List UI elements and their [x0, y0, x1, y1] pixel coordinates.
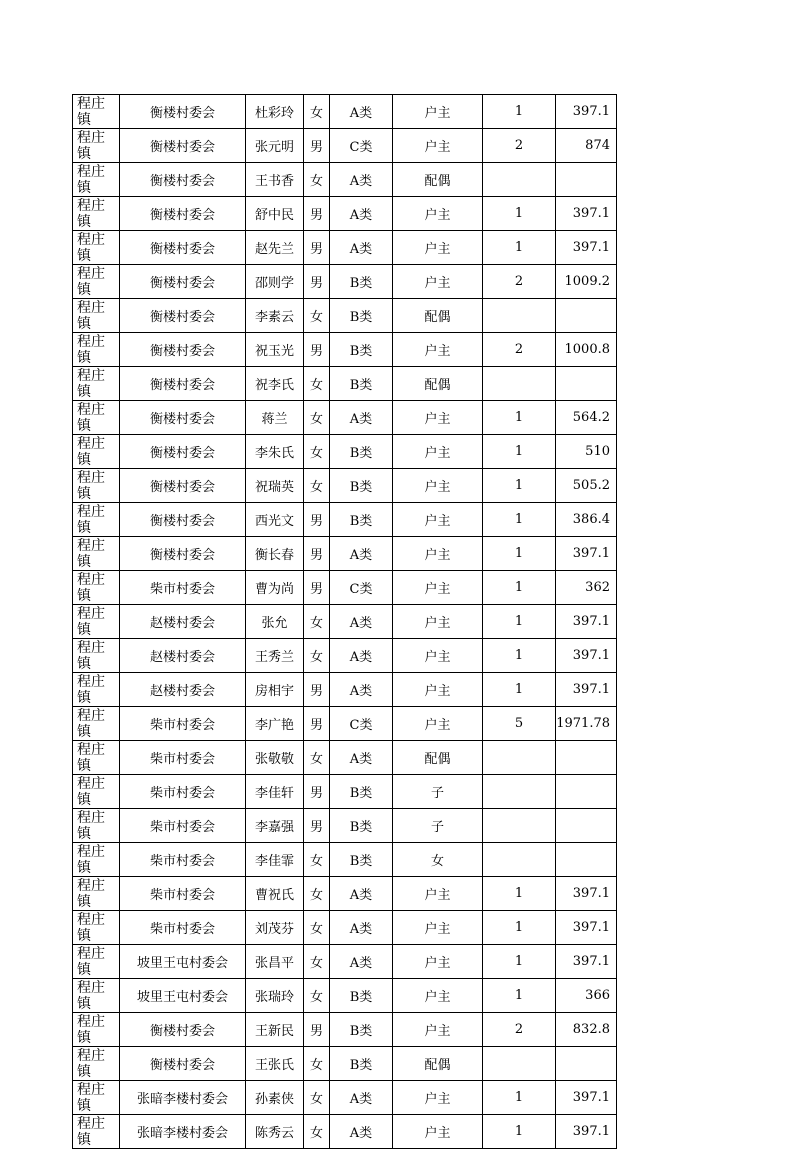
town-cell: 程庄镇 — [73, 707, 120, 741]
gender-cell: 男 — [304, 809, 330, 843]
name-cell: 李朱氏 — [246, 435, 304, 469]
household-count-cell: 1 — [483, 231, 556, 265]
relation-cell: 户主 — [393, 265, 483, 299]
category-cell: B类 — [330, 843, 393, 877]
amount-cell: 1971.78 — [556, 707, 617, 741]
category-cell: B类 — [330, 265, 393, 299]
town-cell: 程庄镇 — [73, 1013, 120, 1047]
name-cell: 刘茂芬 — [246, 911, 304, 945]
category-cell: A类 — [330, 673, 393, 707]
town-cell: 程庄镇 — [73, 231, 120, 265]
village-cell: 衡楼村委会 — [120, 469, 246, 503]
amount-cell: 397.1 — [556, 911, 617, 945]
town-cell: 程庄镇 — [73, 367, 120, 401]
category-cell: B类 — [330, 775, 393, 809]
gender-cell: 男 — [304, 265, 330, 299]
name-cell: 西光文 — [246, 503, 304, 537]
category-cell: A类 — [330, 639, 393, 673]
household-count-cell: 1 — [483, 571, 556, 605]
category-cell: A类 — [330, 197, 393, 231]
table-row — [73, 605, 617, 639]
relation-cell: 户主 — [393, 333, 483, 367]
town-cell: 程庄镇 — [73, 945, 120, 979]
village-cell: 衡楼村委会 — [120, 1047, 246, 1081]
amount-cell: 397.1 — [556, 673, 617, 707]
town-cell: 程庄镇 — [73, 129, 120, 163]
gender-cell: 男 — [304, 673, 330, 707]
relation-cell: 配偶 — [393, 163, 483, 197]
village-cell: 赵楼村委会 — [120, 673, 246, 707]
table-row — [73, 231, 617, 265]
town-cell: 程庄镇 — [73, 537, 120, 571]
table-row — [73, 537, 617, 571]
village-cell: 坡里王屯村委会 — [120, 945, 246, 979]
village-cell: 坡里王屯村委会 — [120, 979, 246, 1013]
category-cell: B类 — [330, 503, 393, 537]
household-count-cell — [483, 299, 556, 333]
name-cell: 李广艳 — [246, 707, 304, 741]
name-cell: 李素云 — [246, 299, 304, 333]
village-cell: 衡楼村委会 — [120, 129, 246, 163]
town-cell: 程庄镇 — [73, 741, 120, 775]
village-cell: 张暗李楼村委会 — [120, 1081, 246, 1115]
town-cell: 程庄镇 — [73, 197, 120, 231]
amount-cell — [556, 367, 617, 401]
category-cell: B类 — [330, 299, 393, 333]
name-cell: 张允 — [246, 605, 304, 639]
village-cell: 衡楼村委会 — [120, 503, 246, 537]
gender-cell: 女 — [304, 401, 330, 435]
name-cell: 房相宇 — [246, 673, 304, 707]
household-count-cell: 2 — [483, 129, 556, 163]
village-cell: 赵楼村委会 — [120, 639, 246, 673]
household-count-cell: 2 — [483, 265, 556, 299]
household-count-cell: 1 — [483, 979, 556, 1013]
relation-cell: 户主 — [393, 197, 483, 231]
table-row — [73, 401, 617, 435]
gender-cell: 女 — [304, 911, 330, 945]
category-cell: A类 — [330, 163, 393, 197]
town-cell: 程庄镇 — [73, 163, 120, 197]
village-cell: 张暗李楼村委会 — [120, 1115, 246, 1149]
household-count-cell: 2 — [483, 1013, 556, 1047]
relation-cell: 配偶 — [393, 741, 483, 775]
gender-cell: 女 — [304, 299, 330, 333]
gender-cell: 女 — [304, 367, 330, 401]
gender-cell: 女 — [304, 741, 330, 775]
town-cell: 程庄镇 — [73, 571, 120, 605]
village-cell: 衡楼村委会 — [120, 367, 246, 401]
village-cell: 衡楼村委会 — [120, 231, 246, 265]
amount-cell: 397.1 — [556, 197, 617, 231]
village-cell: 衡楼村委会 — [120, 1013, 246, 1047]
town-cell: 程庄镇 — [73, 979, 120, 1013]
amount-cell: 386.4 — [556, 503, 617, 537]
category-cell: A类 — [330, 605, 393, 639]
household-count-cell — [483, 843, 556, 877]
gender-cell: 男 — [304, 775, 330, 809]
amount-cell: 366 — [556, 979, 617, 1013]
household-count-cell: 2 — [483, 333, 556, 367]
household-count-cell: 1 — [483, 503, 556, 537]
table-row — [73, 503, 617, 537]
category-cell: C类 — [330, 571, 393, 605]
household-count-cell: 1 — [483, 639, 556, 673]
table-row — [73, 299, 617, 333]
table-row — [73, 1013, 617, 1047]
table-row — [73, 673, 617, 707]
town-cell: 程庄镇 — [73, 265, 120, 299]
relation-cell: 户主 — [393, 1115, 483, 1149]
amount-cell: 505.2 — [556, 469, 617, 503]
table-row — [73, 265, 617, 299]
town-cell: 程庄镇 — [73, 673, 120, 707]
village-cell: 柴市村委会 — [120, 877, 246, 911]
gender-cell: 男 — [304, 571, 330, 605]
town-cell: 程庄镇 — [73, 911, 120, 945]
relation-cell: 户主 — [393, 95, 483, 129]
category-cell: A类 — [330, 401, 393, 435]
table-row — [73, 435, 617, 469]
category-cell: B类 — [330, 469, 393, 503]
name-cell: 王书香 — [246, 163, 304, 197]
category-cell: A类 — [330, 231, 393, 265]
table-row — [73, 1081, 617, 1115]
amount-cell: 832.8 — [556, 1013, 617, 1047]
gender-cell: 男 — [304, 537, 330, 571]
table-row — [73, 775, 617, 809]
village-cell: 衡楼村委会 — [120, 163, 246, 197]
relation-cell: 户主 — [393, 1013, 483, 1047]
village-cell: 衡楼村委会 — [120, 333, 246, 367]
amount-cell — [556, 163, 617, 197]
amount-cell — [556, 843, 617, 877]
town-cell: 程庄镇 — [73, 469, 120, 503]
name-cell: 李佳霏 — [246, 843, 304, 877]
household-count-cell: 1 — [483, 95, 556, 129]
village-cell: 衡楼村委会 — [120, 299, 246, 333]
table-row — [73, 979, 617, 1013]
household-count-cell: 1 — [483, 1081, 556, 1115]
gender-cell: 男 — [304, 707, 330, 741]
town-cell: 程庄镇 — [73, 605, 120, 639]
table-row — [73, 367, 617, 401]
town-cell: 程庄镇 — [73, 435, 120, 469]
table-row — [73, 911, 617, 945]
name-cell: 张元明 — [246, 129, 304, 163]
relation-cell: 户主 — [393, 231, 483, 265]
amount-cell — [556, 775, 617, 809]
amount-cell: 510 — [556, 435, 617, 469]
name-cell: 舒中民 — [246, 197, 304, 231]
name-cell: 张昌平 — [246, 945, 304, 979]
household-count-cell: 1 — [483, 911, 556, 945]
table-row — [73, 809, 617, 843]
gender-cell: 男 — [304, 129, 330, 163]
relation-cell: 户主 — [393, 605, 483, 639]
name-cell: 祝玉光 — [246, 333, 304, 367]
relation-cell: 户主 — [393, 707, 483, 741]
household-count-cell: 1 — [483, 537, 556, 571]
household-count-cell: 1 — [483, 673, 556, 707]
village-cell: 柴市村委会 — [120, 809, 246, 843]
relation-cell: 户主 — [393, 503, 483, 537]
table-row — [73, 129, 617, 163]
name-cell: 王秀兰 — [246, 639, 304, 673]
town-cell: 程庄镇 — [73, 843, 120, 877]
gender-cell: 女 — [304, 1115, 330, 1149]
record-table — [72, 94, 617, 1149]
household-count-cell: 1 — [483, 435, 556, 469]
category-cell: A类 — [330, 537, 393, 571]
table-row — [73, 741, 617, 775]
village-cell: 衡楼村委会 — [120, 401, 246, 435]
village-cell: 衡楼村委会 — [120, 95, 246, 129]
town-cell: 程庄镇 — [73, 95, 120, 129]
table-row — [73, 877, 617, 911]
name-cell: 赵先兰 — [246, 231, 304, 265]
amount-cell — [556, 741, 617, 775]
relation-cell: 女 — [393, 843, 483, 877]
amount-cell: 397.1 — [556, 639, 617, 673]
household-count-cell — [483, 741, 556, 775]
category-cell: B类 — [330, 435, 393, 469]
amount-cell — [556, 1047, 617, 1081]
town-cell: 程庄镇 — [73, 401, 120, 435]
category-cell: B类 — [330, 333, 393, 367]
name-cell: 蒋兰 — [246, 401, 304, 435]
category-cell: B类 — [330, 979, 393, 1013]
table-row — [73, 333, 617, 367]
household-count-cell — [483, 163, 556, 197]
gender-cell: 男 — [304, 333, 330, 367]
name-cell: 陈秀云 — [246, 1115, 304, 1149]
gender-cell: 女 — [304, 435, 330, 469]
household-count-cell — [483, 809, 556, 843]
record-table-body — [73, 95, 617, 1149]
town-cell: 程庄镇 — [73, 333, 120, 367]
relation-cell: 户主 — [393, 571, 483, 605]
name-cell: 曹祝氏 — [246, 877, 304, 911]
table-row — [73, 707, 617, 741]
amount-cell: 397.1 — [556, 605, 617, 639]
relation-cell: 户主 — [393, 435, 483, 469]
household-count-cell: 1 — [483, 945, 556, 979]
relation-cell: 配偶 — [393, 299, 483, 333]
category-cell: B类 — [330, 367, 393, 401]
household-count-cell: 1 — [483, 469, 556, 503]
category-cell: A类 — [330, 95, 393, 129]
village-cell: 柴市村委会 — [120, 911, 246, 945]
name-cell: 衡长春 — [246, 537, 304, 571]
town-cell: 程庄镇 — [73, 1115, 120, 1149]
gender-cell: 女 — [304, 877, 330, 911]
village-cell: 衡楼村委会 — [120, 435, 246, 469]
town-cell: 程庄镇 — [73, 809, 120, 843]
relation-cell: 户主 — [393, 1081, 483, 1115]
name-cell: 杜彩玲 — [246, 95, 304, 129]
amount-cell: 397.1 — [556, 1081, 617, 1115]
relation-cell: 户主 — [393, 911, 483, 945]
household-count-cell: 1 — [483, 877, 556, 911]
category-cell: B类 — [330, 1013, 393, 1047]
amount-cell — [556, 809, 617, 843]
name-cell: 王张氏 — [246, 1047, 304, 1081]
name-cell: 张瑞玲 — [246, 979, 304, 1013]
relation-cell: 户主 — [393, 877, 483, 911]
name-cell: 李嘉强 — [246, 809, 304, 843]
gender-cell: 女 — [304, 469, 330, 503]
gender-cell: 女 — [304, 945, 330, 979]
amount-cell: 397.1 — [556, 1115, 617, 1149]
relation-cell: 户主 — [393, 673, 483, 707]
relation-cell: 户主 — [393, 945, 483, 979]
household-count-cell: 5 — [483, 707, 556, 741]
relation-cell: 户主 — [393, 401, 483, 435]
name-cell: 曹为尚 — [246, 571, 304, 605]
town-cell: 程庄镇 — [73, 1081, 120, 1115]
household-count-cell — [483, 775, 556, 809]
village-cell: 柴市村委会 — [120, 775, 246, 809]
amount-cell — [556, 299, 617, 333]
town-cell: 程庄镇 — [73, 1047, 120, 1081]
name-cell: 张敬敬 — [246, 741, 304, 775]
household-count-cell: 1 — [483, 605, 556, 639]
village-cell: 柴市村委会 — [120, 843, 246, 877]
table-row — [73, 163, 617, 197]
name-cell: 王新民 — [246, 1013, 304, 1047]
category-cell: C类 — [330, 129, 393, 163]
amount-cell: 397.1 — [556, 231, 617, 265]
gender-cell: 女 — [304, 639, 330, 673]
gender-cell: 女 — [304, 1081, 330, 1115]
town-cell: 程庄镇 — [73, 299, 120, 333]
table-row — [73, 1047, 617, 1081]
category-cell: A类 — [330, 945, 393, 979]
gender-cell: 女 — [304, 95, 330, 129]
gender-cell: 男 — [304, 231, 330, 265]
town-cell: 程庄镇 — [73, 503, 120, 537]
amount-cell: 1009.2 — [556, 265, 617, 299]
amount-cell: 1000.8 — [556, 333, 617, 367]
village-cell: 柴市村委会 — [120, 571, 246, 605]
table-row — [73, 843, 617, 877]
relation-cell: 户主 — [393, 469, 483, 503]
category-cell: C类 — [330, 707, 393, 741]
village-cell: 柴市村委会 — [120, 741, 246, 775]
category-cell: B类 — [330, 1047, 393, 1081]
household-count-cell — [483, 1047, 556, 1081]
relation-cell: 户主 — [393, 639, 483, 673]
town-cell: 程庄镇 — [73, 877, 120, 911]
gender-cell: 女 — [304, 843, 330, 877]
category-cell: A类 — [330, 741, 393, 775]
name-cell: 李佳轩 — [246, 775, 304, 809]
table-row — [73, 1115, 617, 1149]
village-cell: 衡楼村委会 — [120, 197, 246, 231]
town-cell: 程庄镇 — [73, 639, 120, 673]
village-cell: 衡楼村委会 — [120, 537, 246, 571]
gender-cell: 女 — [304, 979, 330, 1013]
household-count-cell: 1 — [483, 1115, 556, 1149]
name-cell: 邵则学 — [246, 265, 304, 299]
relation-cell: 户主 — [393, 979, 483, 1013]
amount-cell: 362 — [556, 571, 617, 605]
table-row — [73, 945, 617, 979]
category-cell: B类 — [330, 809, 393, 843]
relation-cell: 户主 — [393, 537, 483, 571]
gender-cell: 女 — [304, 163, 330, 197]
category-cell: A类 — [330, 877, 393, 911]
category-cell: A类 — [330, 911, 393, 945]
relation-cell: 户主 — [393, 129, 483, 163]
amount-cell: 874 — [556, 129, 617, 163]
category-cell: A类 — [330, 1115, 393, 1149]
household-count-cell: 1 — [483, 197, 556, 231]
household-count-cell — [483, 367, 556, 401]
category-cell: A类 — [330, 1081, 393, 1115]
amount-cell: 564.2 — [556, 401, 617, 435]
gender-cell: 女 — [304, 605, 330, 639]
village-cell: 柴市村委会 — [120, 707, 246, 741]
amount-cell: 397.1 — [556, 877, 617, 911]
table-row — [73, 95, 617, 129]
table-row — [73, 639, 617, 673]
gender-cell: 男 — [304, 503, 330, 537]
relation-cell: 配偶 — [393, 367, 483, 401]
relation-cell: 子 — [393, 809, 483, 843]
town-cell: 程庄镇 — [73, 775, 120, 809]
table-row — [73, 197, 617, 231]
table-row — [73, 469, 617, 503]
name-cell: 祝李氏 — [246, 367, 304, 401]
amount-cell: 397.1 — [556, 95, 617, 129]
village-cell: 衡楼村委会 — [120, 265, 246, 299]
amount-cell: 397.1 — [556, 537, 617, 571]
relation-cell: 子 — [393, 775, 483, 809]
relation-cell: 配偶 — [393, 1047, 483, 1081]
table-row — [73, 571, 617, 605]
gender-cell: 女 — [304, 1047, 330, 1081]
amount-cell: 397.1 — [556, 945, 617, 979]
gender-cell: 男 — [304, 1013, 330, 1047]
household-count-cell: 1 — [483, 401, 556, 435]
gender-cell: 男 — [304, 197, 330, 231]
name-cell: 孙素侠 — [246, 1081, 304, 1115]
village-cell: 赵楼村委会 — [120, 605, 246, 639]
name-cell: 祝瑞英 — [246, 469, 304, 503]
